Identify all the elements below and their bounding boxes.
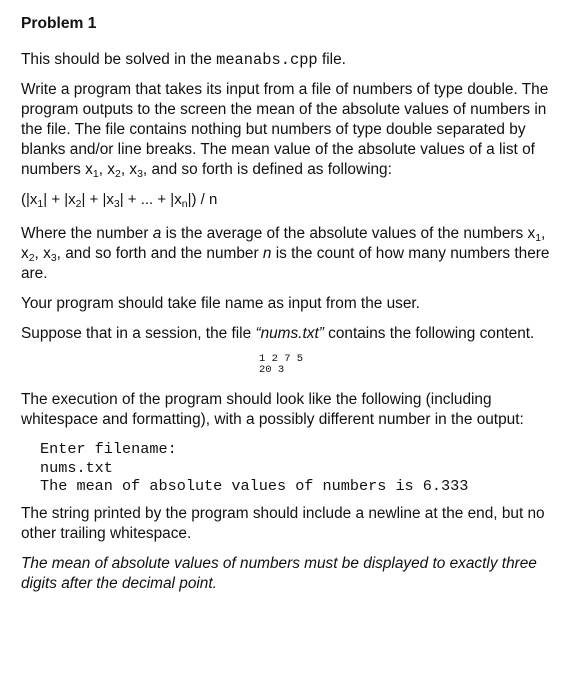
var-x: x bbox=[129, 161, 138, 178]
text-span: , and so forth is defined as following: bbox=[142, 161, 392, 178]
var-x: x bbox=[21, 245, 29, 262]
formula-part: |) / n bbox=[187, 191, 218, 208]
formula-part: | + |x bbox=[81, 191, 114, 208]
problem-description-paragraph bbox=[21, 80, 561, 180]
subscript: 2 bbox=[114, 168, 121, 180]
text-span: This should be solved in the bbox=[21, 51, 217, 68]
newline-requirement-paragraph: The string printed by the program should include a newline at the end, but no other trailing whitespace. bbox=[21, 504, 545, 542]
filename-code: meanabs.cpp bbox=[216, 51, 318, 69]
instruction-file-paragraph bbox=[21, 50, 561, 70]
separator: , bbox=[98, 161, 108, 178]
separator: , bbox=[541, 225, 546, 242]
formula-part: | + |x bbox=[43, 191, 76, 208]
formula-part: (|x bbox=[21, 191, 38, 208]
subscript: 2 bbox=[75, 198, 82, 210]
text-span: file. bbox=[317, 51, 346, 68]
subscript: 3 bbox=[113, 198, 120, 210]
separator: , bbox=[120, 161, 130, 178]
program-output-block bbox=[40, 440, 561, 496]
filename-italic: “nums.txt” bbox=[255, 325, 324, 342]
separator: , bbox=[34, 245, 44, 262]
subscript: n bbox=[181, 198, 188, 210]
file-content-block bbox=[259, 354, 561, 376]
subscript: 3 bbox=[50, 252, 57, 264]
text-span: Write a program that takes its input from a file of numbers of type double. The program outputs to the screen the mean of the absolute values of numbers in the file. The file contains nothing but numbers of type double separated by blanks and/or line breaks. The mean value of the absolute values of a list of numbers bbox=[21, 81, 549, 178]
output-line: nums.txt bbox=[40, 458, 113, 477]
output-line: The mean of absolute values of numbers is 6.333 bbox=[40, 477, 469, 495]
subscript: 2 bbox=[28, 252, 35, 264]
var-a: a bbox=[152, 225, 162, 242]
subscript: 1 bbox=[92, 168, 99, 180]
text-span: Suppose that in a session, the file bbox=[21, 325, 256, 342]
text-span: is the count of how many numbers there are. bbox=[21, 245, 550, 282]
formula-part: | + ... + |x bbox=[119, 191, 182, 208]
input-instruction-paragraph: Your program should take file name as input from the user. bbox=[21, 295, 420, 312]
var-x: x bbox=[85, 161, 93, 178]
subscript: 1 bbox=[37, 198, 44, 210]
file-content-line: 1 2 7 5 bbox=[259, 353, 304, 365]
definition-paragraph bbox=[21, 224, 561, 284]
var-x: x bbox=[107, 161, 115, 178]
problem-title: Problem 1 bbox=[21, 15, 97, 32]
file-content-line: 20 3 bbox=[259, 364, 285, 376]
text-span: is the average of the absolute values of the numbers x bbox=[161, 225, 536, 242]
var-x: x bbox=[43, 245, 51, 262]
subscript: 1 bbox=[535, 232, 542, 244]
example-file-paragraph bbox=[21, 324, 561, 344]
text-span: Where the number bbox=[21, 225, 153, 242]
text-span: , and so forth and the number bbox=[56, 245, 263, 262]
precision-requirement-paragraph: The mean of absolute values of numbers must be displayed to exactly three digits after the decimal point. bbox=[21, 554, 537, 592]
text-span: contains the following content. bbox=[323, 325, 535, 342]
var-n: n bbox=[262, 245, 272, 262]
output-line: Enter filename: bbox=[40, 440, 177, 458]
problem-document bbox=[21, 14, 561, 604]
subscript: 3 bbox=[137, 168, 143, 180]
mean-formula bbox=[21, 190, 561, 210]
execution-paragraph: The execution of the program should look like the following (including whitespace and formatting), with a possibly different number in the output: bbox=[21, 391, 524, 428]
